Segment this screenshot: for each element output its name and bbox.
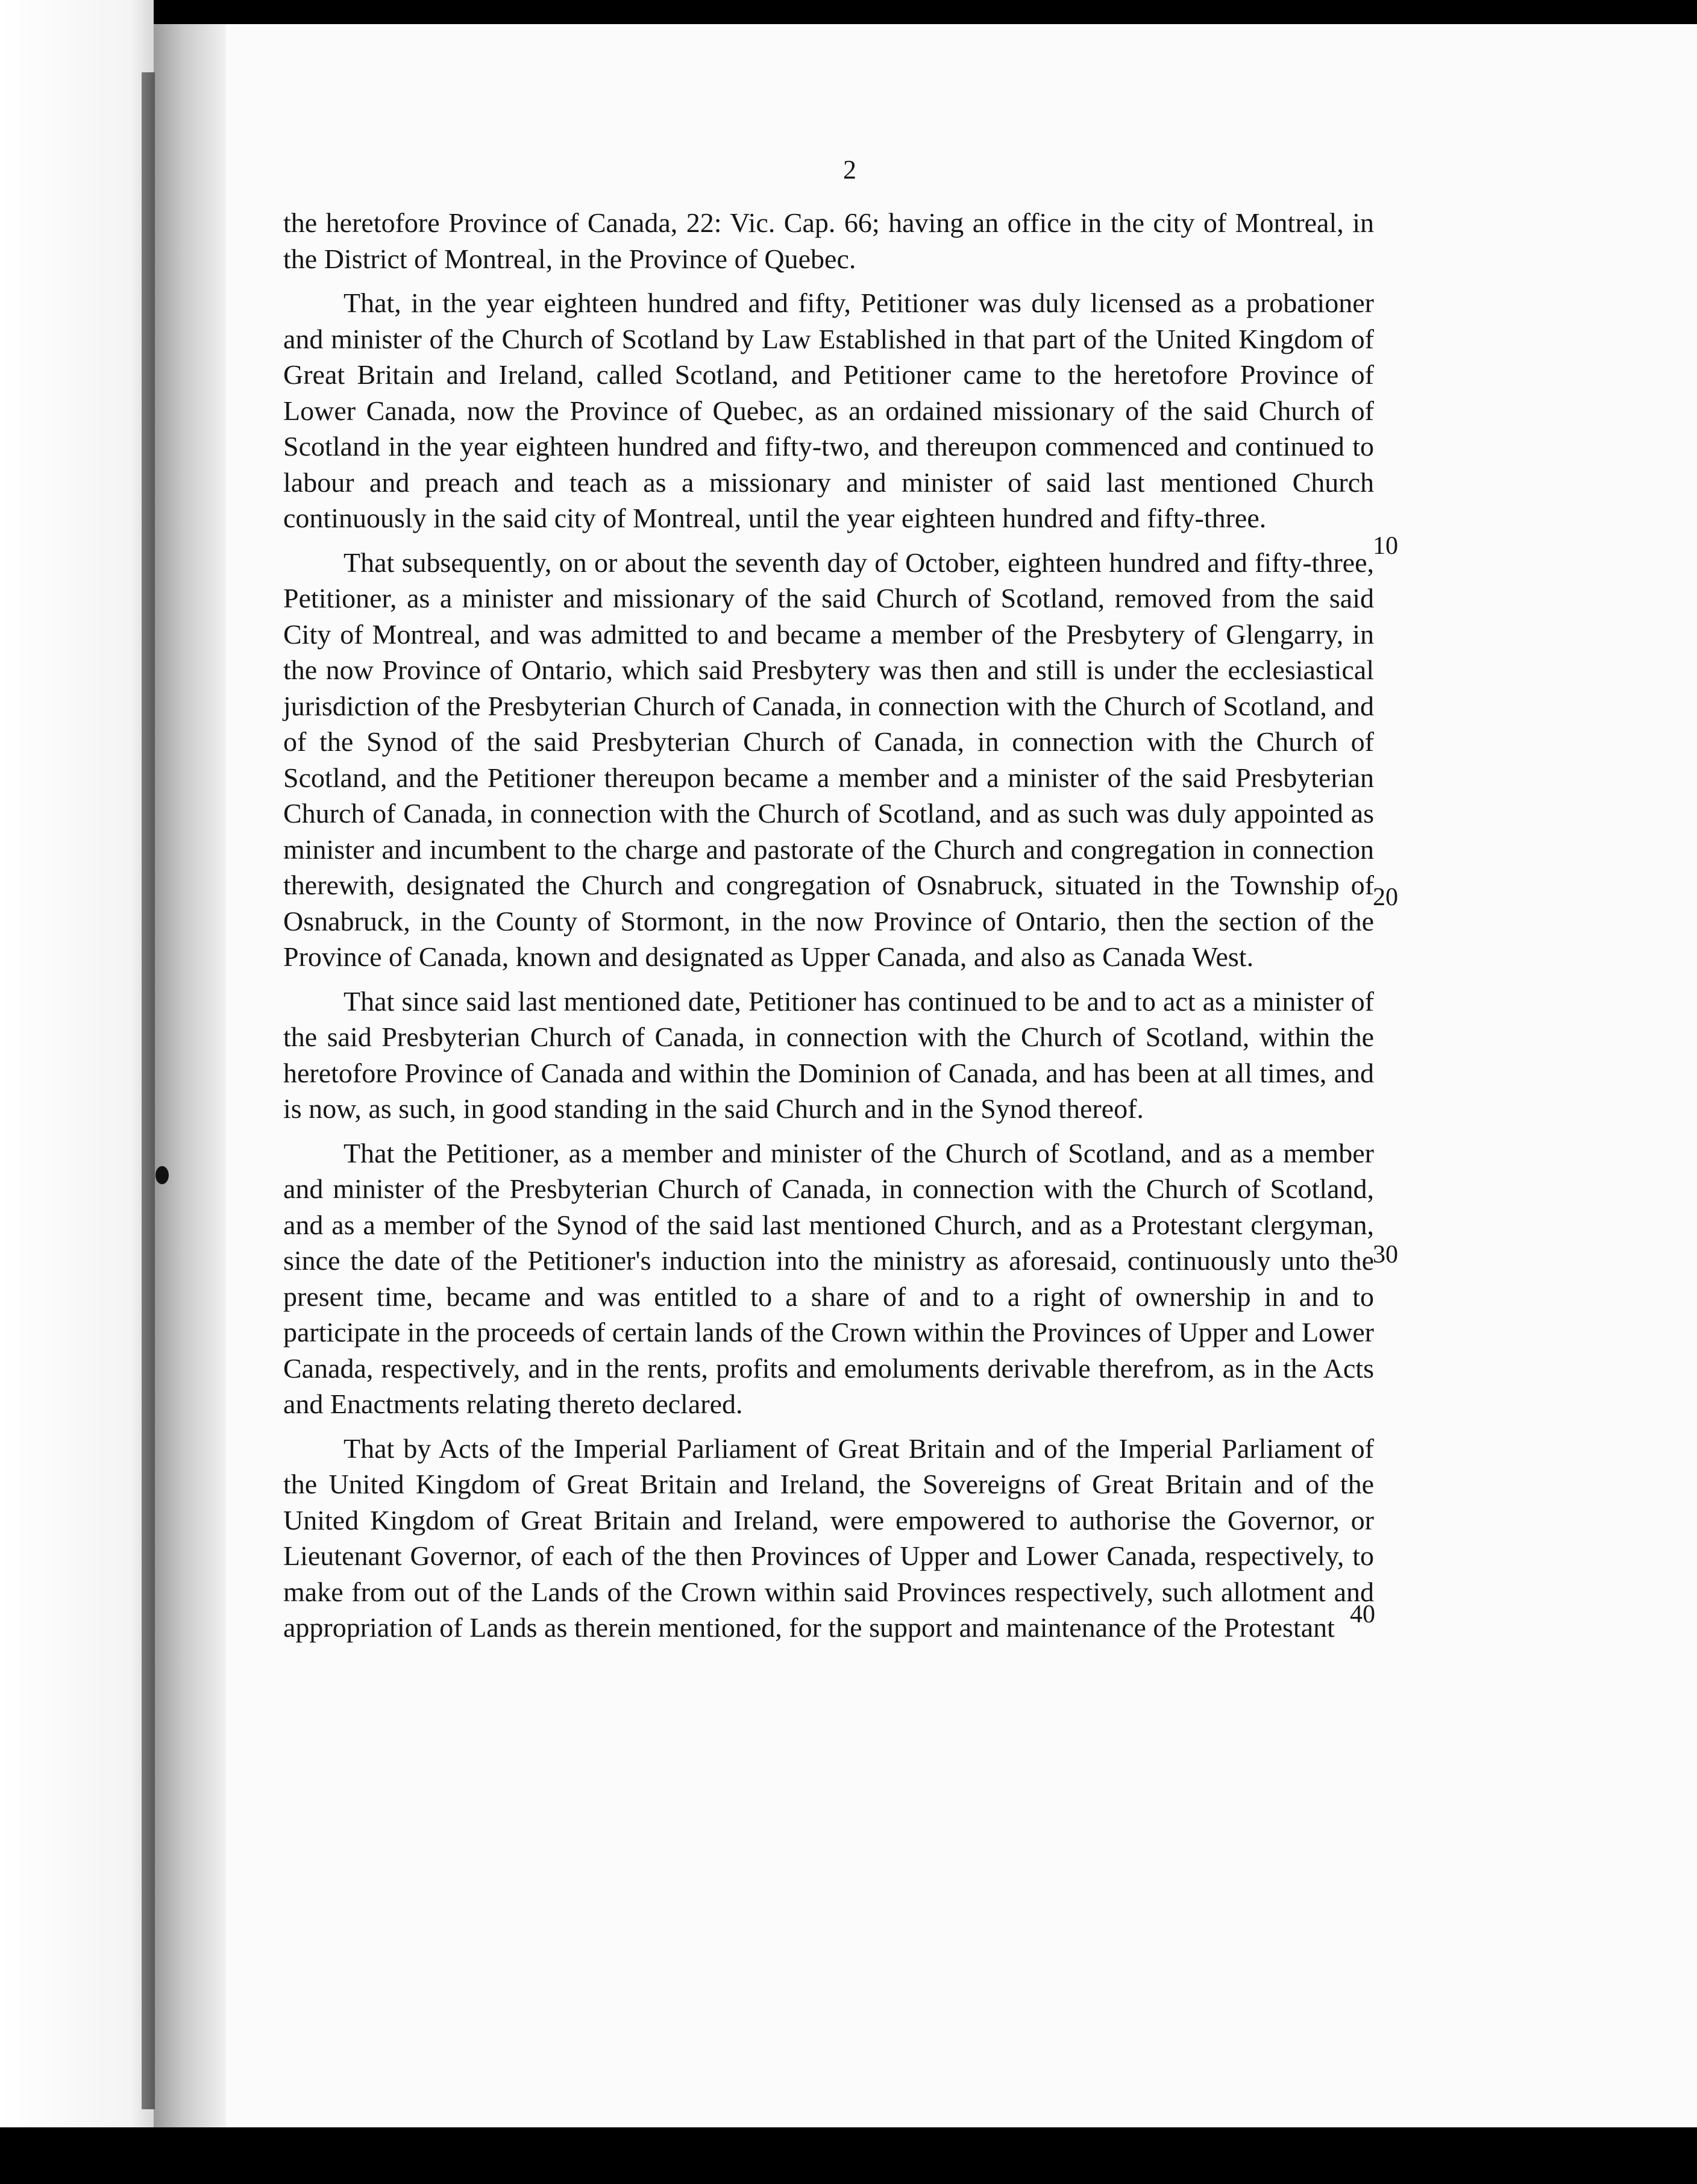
page-binding-shadow	[154, 24, 226, 2184]
document-body	[283, 205, 1374, 1654]
paragraph-imperial-acts: That by Acts of the Imperial Parliament of Great Britain and of the Imperial Parliament of the United Kingdom of Great Britain and Ireland, the Sovereigns of Great Britain and of the United Kingdom of Great Britain and Ireland, were empowered to authorise the Governor, or Lieutenant Governor, of each of the then Provinces of Upper and Lower Canada, respectively, to make from out of the Lands of the Crown within said Provinces respectively, such allotment and appropriation of Lands as therein mentioned, for the support and maintenance of the Protestant	[283, 1432, 1374, 1643]
page-number: 2	[843, 155, 856, 184]
line-number-marker: 10	[1373, 532, 1398, 560]
paragraph-presbytery: That subsequently, on or about the seventh day of October, eighteen hundred and fifty-three, Petitioner, as a minister and missionary of the said Church of Scotland, removed from the said City of Montreal, and was admitted to and became a member of the Presbytery of Glengarry, in the now Province of Ontario, which said Presbytery was then and still is under the ecclesiastical jurisdiction of the Presbyterian Church of Canada, in connection with the Church of Scotland, and of the Synod of the said Presbyterian Church of Canada, in connection with the Church of Scotland, and the Petitioner thereupon became a member and a minister of the said Presbyterian Church of Canada, in connection with the Church of Scotland, and as such was duly appointed as minister and incumbent to the charge and pastorate of the Church and congregation in connection therewith, designated the Church and congregation of Osnabruck, situated in the Township of Osnabruck, in the County of Stormont, in the now Province of Ontario, then the section of the Province of Canada, known and designated as Upper Canada, and also as Canada West.	[283, 547, 1374, 972]
line-number-marker: 30	[1373, 1241, 1398, 1269]
previous-page-edge	[0, 0, 154, 2184]
punch-hole	[155, 1166, 169, 1184]
binding-edge	[142, 72, 155, 2109]
line-number-marker: 40	[1350, 1601, 1375, 1628]
scan-bottom-border	[0, 2127, 1697, 2184]
paragraph-entitlement: That the Petitioner, as a member and minister of the Church of Scotland, and as a member and minister of the Presbyterian Church of Canada, in connection with the Church of Scotland, and as a member of the Synod of the said last mentioned Church, and as a Protestant clergyman, since the date of the Petitioner's induction into the ministry as aforesaid, continuously unto the present time, became and was entitled to a share of and to a right of ownership in and to participate in the proceeds of certain lands of the Crown within the Provinces of Upper and Lower Canada, respectively, and in the rents, profits and emoluments derivable therefrom, as in the Acts and Enactments relating thereto declared.	[283, 1137, 1374, 1419]
paragraph-licensing: That, in the year eighteen hundred and fifty, Petitioner was duly licensed as a probationer and minister of the Church of Scotland by Law Established in that part of the United Kingdom of Great Britain and Ireland, called Scotland, and Petitioner came to the heretofore Province of Lower Canada, now the Province of Quebec, as an ordained missionary of the said Church of Scotland in the year eighteen hundred and fifty-two, and thereupon commenced and continued to labour and preach and teach as a missionary and minister of said last mentioned Church continuously in the said city of Montreal, until the year eighteen hundred and fifty-three.	[283, 287, 1374, 533]
paragraph-continued-ministry: That since said last mentioned date, Petitioner has continued to be and to act as a minister of the said Presbyterian Church of Canada, in connection with the Church of Scotland, within the heretofore Province of Canada and within the Dominion of Canada, and has been at all times, and is now, as such, in good standing in the said Church and in the Synod thereof.	[283, 985, 1374, 1124]
paragraph-continuation: the heretofore Province of Canada, 22: Vic. Cap. 66; having an office in the city of Montreal, in the District of Montreal, in the Province of Quebec.	[283, 207, 1374, 274]
line-number-marker: 20	[1373, 883, 1398, 911]
